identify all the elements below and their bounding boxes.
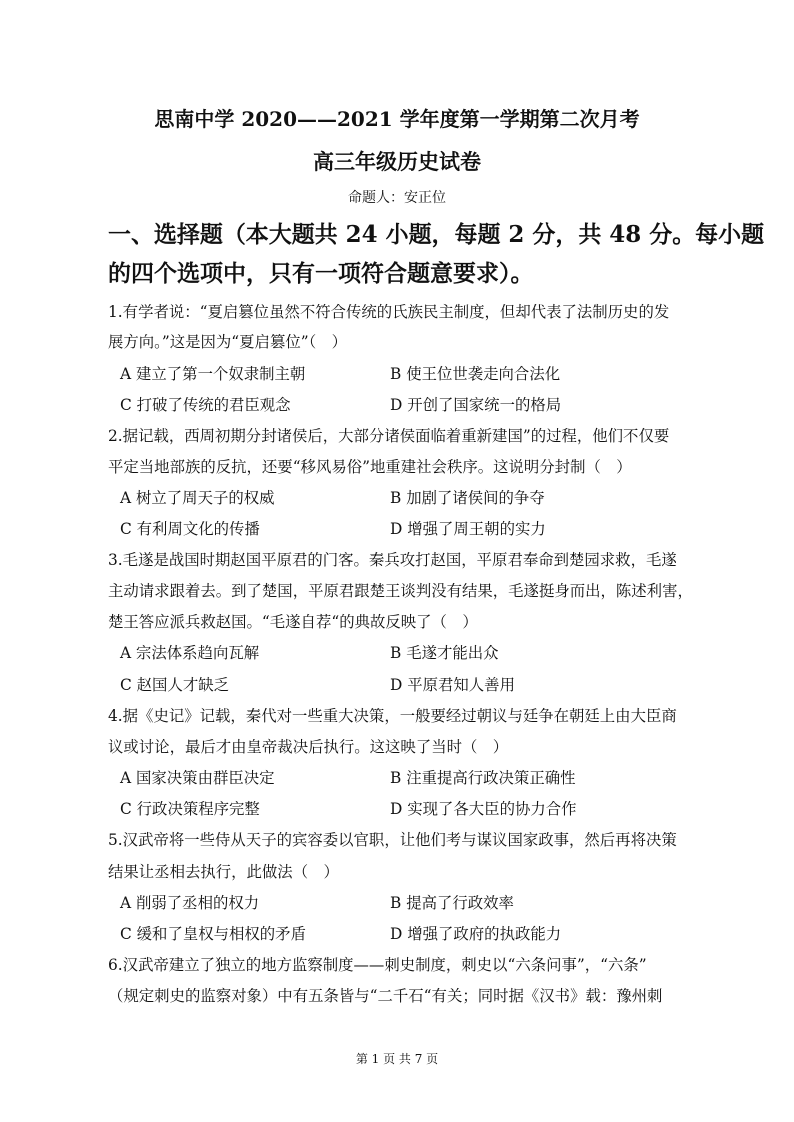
section-heading-line-1: 一、选择题（本大题共 24 小题，每题 2 分，共 48 分。每小题: [108, 221, 765, 248]
question-5-option-d: D 增强了政府的执政能力: [390, 925, 562, 943]
question-2-line-1: 2.据记载，西周初期分封诸侯后，大部分诸侯面临着重新建国”的过程，他们不仅要: [108, 427, 670, 445]
question-1-line-1: 1.有学者说：“夏启篡位虽然不符合传统的氏族民主制度，但却代表了法制历史的发: [108, 303, 670, 321]
question-2-line-2: 平定当地部族的反抗，还要“移风易俗”地重建社会秩序。这说明分封制（ ）: [108, 458, 632, 476]
question-5-option-c: C 缓和了皇权与相权的矛盾: [120, 925, 306, 943]
question-3-line-3: 楚王答应派兵救赵国。“毛遂自荐“的典故反映了（ ）: [108, 613, 478, 631]
question-3-option-b: B 毛遂才能出众: [390, 644, 499, 662]
question-6-line-2: （规定刺史的监察对象）中有五条皆与“二千石“有关；同时据《汉书》载：豫州刺: [108, 987, 663, 1005]
section-heading-line-2: 的四个选项中，只有一项符合题意要求）。: [108, 260, 534, 287]
question-5-option-b: B 提高了行政效率: [390, 894, 514, 912]
question-3-option-a: A 宗法体系趋向瓦解: [120, 644, 260, 662]
question-3-line-2: 主动请求跟着去。到了楚国，平原君跟楚王谈判没有结果，毛遂挺身而出，陈述利害，: [108, 582, 693, 600]
question-3-line-1: 3.毛遂是战国时期赵国平原君的门客。秦兵攻打赵国，平原君奉命到楚园求救，毛遂: [108, 551, 677, 569]
question-4-line-1: 4.据《史记》记载，秦代对一些重大决策，一般要经过朝议与廷争在朝廷上由大臣商: [108, 707, 677, 725]
exam-author: 命题人：安正位: [348, 190, 446, 206]
question-4-option-b: B 注重提高行政决策正确性: [390, 769, 576, 787]
question-1-line-2: 展方向。”这是因为“夏启篡位”（ ）: [108, 333, 348, 351]
question-2-option-d: D 增强了周王朝的实力: [390, 520, 546, 538]
section-heading: [108, 215, 765, 293]
question-3-option-d: D 平原君知人善用: [390, 676, 515, 694]
exam-subtitle: 高三年级历史试卷: [313, 149, 481, 174]
question-5-line-1: 5.汉武帝将一些侍从天子的宾容委以官职，让他们考与谋议国家政事，然后再将决策: [108, 831, 677, 849]
page-number: 第 1 页 共 7 页: [355, 1052, 439, 1066]
question-1-option-b: B 使王位世袭走向合法化: [390, 365, 561, 383]
question-4-option-c: C 行政决策程序完整: [120, 800, 260, 818]
question-2-option-a: A 树立了周天子的权威: [120, 489, 275, 507]
question-5-line-2: 结果让丞相去执行，此做法（ ）: [108, 863, 339, 881]
question-6-line-1: 6.汉武帝建立了独立的地方监察制度——刺史制度，刺史以“六条问事”，“六条”: [108, 956, 647, 974]
question-4-option-d: D 实现了各大臣的协力合作: [390, 800, 577, 818]
question-1-option-d: D 开创了国家统一的格局: [390, 396, 562, 414]
question-1-option-c: C 打破了传统的君臣观念: [120, 396, 291, 414]
question-4-option-a: A 国家决策由群臣决定: [120, 769, 275, 787]
question-2-option-b: B 加剧了诸侯间的争夺: [390, 489, 545, 507]
exam-title: 思南中学 2020——2021 学年度第一学期第二次月考: [154, 107, 640, 131]
question-4-line-2: 议或讨论，最后才由皇帝裁决后执行。这这映了当时（ ）: [108, 738, 509, 756]
question-3-option-c: C 赵国人才缺乏: [120, 676, 230, 694]
question-1-option-a: A 建立了第一个奴隶制主朝: [120, 365, 306, 383]
question-2-option-c: C 有利周文化的传播: [120, 520, 260, 538]
question-5-option-a: A 削弱了丞相的权力: [120, 894, 260, 912]
